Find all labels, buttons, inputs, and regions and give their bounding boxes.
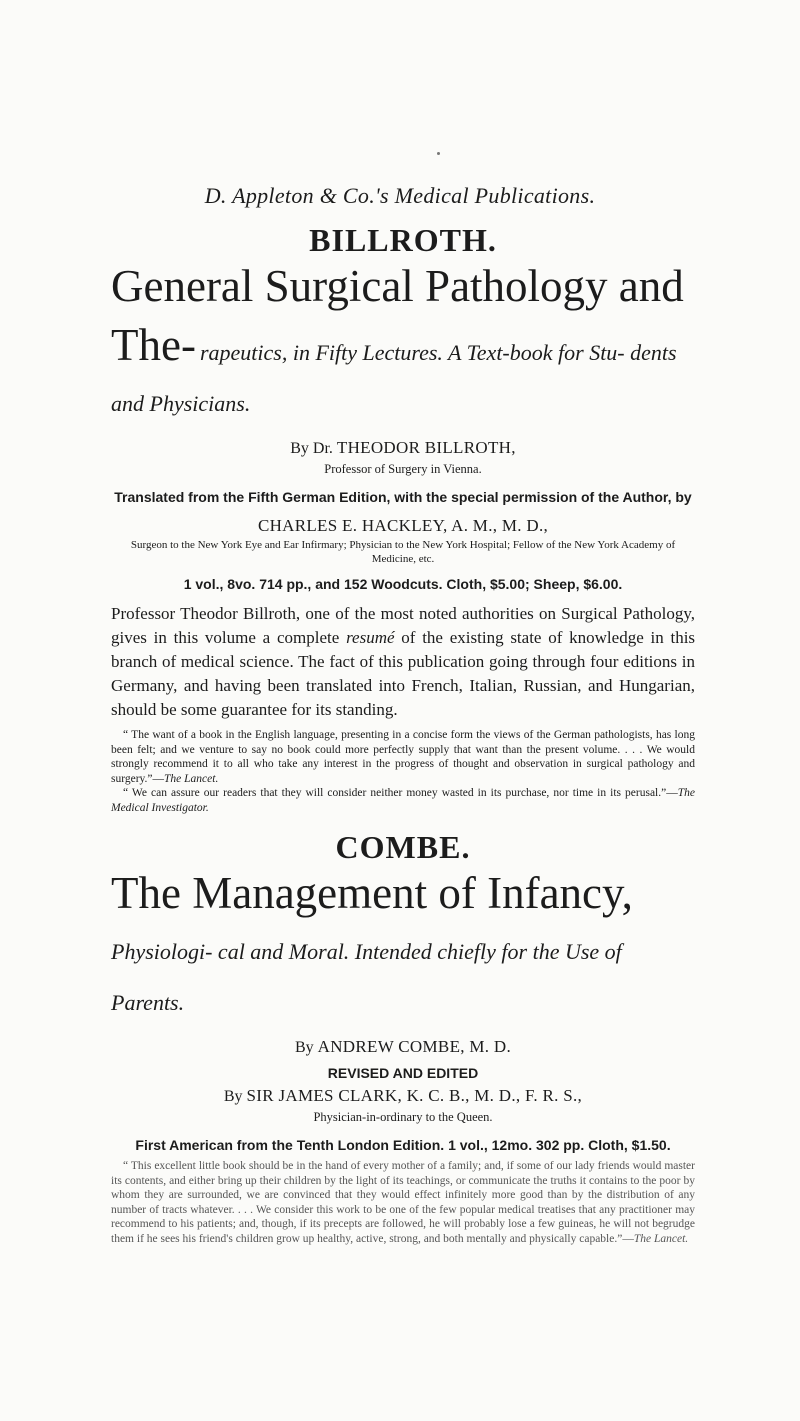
editor-role: Physician-in-ordinary to the Queen. bbox=[313, 1110, 493, 1124]
title-subtitle: rapeutics, in Fifty Lectures. A Text-book for Stu- dents and Physicians. bbox=[111, 340, 677, 416]
editor-name: SIR JAMES CLARK, K. C. B., M. D., F. R. S., bbox=[246, 1086, 583, 1105]
translator-name: CHARLES E. HACKLEY, A. M., M. D., bbox=[257, 516, 549, 535]
entry-billroth bbox=[111, 222, 695, 815]
quote-source: The Lancet. bbox=[633, 1232, 689, 1245]
publication-details: 1 vol., 8vo. 714 pp., and 152 Woodcuts. Cloth, $5.00; Sheep, $6.00. bbox=[183, 576, 623, 592]
byline-prefix: By Dr. bbox=[290, 440, 333, 457]
book-description: Professor Theodor Billroth, one of the most noted authorities on Surgical Pathology, gives in this volume a complete resumé of the existing state of knowledge in this branch of medical science. The fact of this publication going through four editions in Germany, and having been translated into French, Italian, Russian, and Hungarian, should be some guarantee for its standing. bbox=[111, 604, 696, 719]
emphasis-resume: resumé bbox=[346, 628, 395, 647]
revised-label: REVISED AND EDITED bbox=[327, 1065, 479, 1081]
review-quote: “ The want of a book in the English language, presenting in a concise form the views of the German pathologists, has long been felt; and we venture to say no book could more perfectly supply that want than the present volume. . . . We would strongly recommend it to all who take any interest in the progress of thought and observation in surgical pathology and surgery.”—The Lancet. bbox=[111, 729, 695, 785]
page-content bbox=[111, 222, 695, 1246]
title-subtitle: Physiologi- cal and Moral. Intended chiefly for the Use of Parents. bbox=[111, 939, 622, 1015]
quote-source: The Lancet. bbox=[164, 772, 219, 785]
entry-heading: BILLROTH. bbox=[309, 222, 497, 258]
publication-details: First American from the Tenth London Edition. 1 vol., 12mo. 302 pp. Cloth, $1.50. bbox=[135, 1137, 671, 1153]
author-byline bbox=[111, 1036, 695, 1059]
book-title bbox=[111, 262, 695, 431]
translation-note: Translated from the Fifth German Edition, with the special permission of the Author, by bbox=[114, 489, 692, 505]
review-quote: “ This excellent little book should be in the hand of every mother of a family; and, if some of our lady friends would master its contents, and either bring up their children by the light of its teachings, or communicate the truths it contains to the poor by whom they are surrounded, we are convinced that they would effect infinitely more good than by the distribution of any number of tracts whatever. . . . We consider this work to be one of the few popular medical treatises that any practitioner may recommend to his patients; and, though, if its precepts are followed, he will probably lose a few guineas, he will not begrudge them if he sees his friend's children grow up healthy, active, strong, and both mentally and physically capable.”—The Lancet. bbox=[111, 1160, 695, 1245]
author-name: THEODOR BILLROTH, bbox=[336, 438, 516, 457]
byline-prefix: By bbox=[223, 1088, 243, 1105]
title-main: The Management of Infancy, bbox=[111, 868, 633, 918]
byline-prefix: By bbox=[294, 1039, 314, 1056]
title-main: General Surgical Pathology and The- bbox=[111, 261, 684, 370]
editor-byline bbox=[111, 1085, 695, 1108]
review-quote: “ We can assure our readers that they will consider neither money wasted in its purchase, nor time in its perusal.”—The Medical Investigator. bbox=[111, 787, 695, 814]
author-name: ANDREW COMBE, M. D. bbox=[317, 1037, 511, 1056]
translator-credentials: Surgeon to the New York Eye and Ear Infirmary; Physician to the New York Hospital; Fellow of the New York Academy of Medicine, etc. bbox=[130, 539, 676, 565]
ink-dot bbox=[437, 152, 440, 155]
entry-combe bbox=[111, 829, 695, 1246]
author-byline bbox=[111, 437, 695, 460]
entry-heading: COMBE. bbox=[335, 829, 471, 865]
quote-source: The Medical Investigator. bbox=[111, 787, 695, 814]
running-head: D. Appleton & Co.'s Medical Publications. bbox=[204, 183, 596, 208]
book-title bbox=[111, 869, 695, 1030]
author-role: Professor of Surgery in Vienna. bbox=[324, 462, 482, 476]
